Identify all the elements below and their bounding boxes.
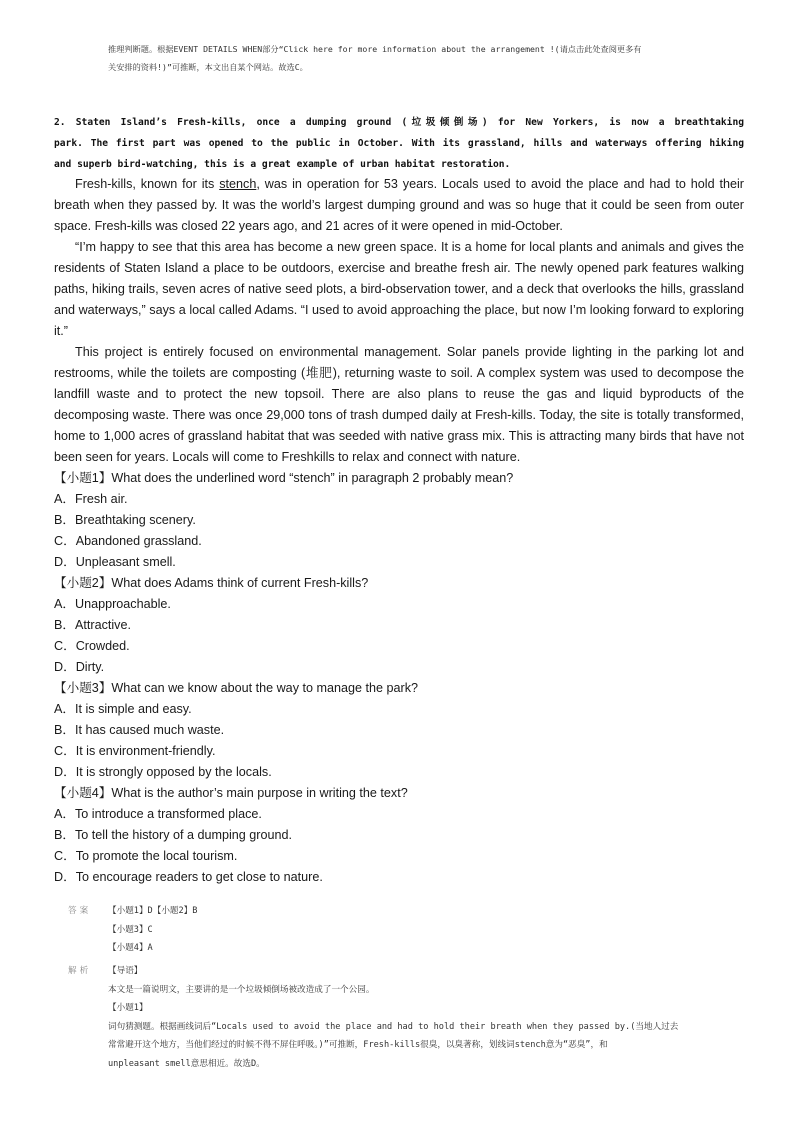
option: B．It has caused much waste.	[54, 723, 225, 737]
note-line: 推理判断题。根据EVENT DETAILS WHEN部分“Click here for more information about the arrangement !(请点击此处查阅更多有	[108, 44, 642, 54]
analysis-line: unpleasant smell意思相近。故选D。	[108, 1058, 265, 1069]
question-stem: 【小题1】What does the underlined word “stench” in paragraph 2 probably mean?	[54, 471, 514, 485]
underlined-word: stench	[219, 177, 257, 191]
option: C．To promote the local tourism.	[54, 849, 238, 863]
analysis-line: 词句猜测题。根据画线词后“Locals used to avoid the place and had to hold their breath when they passed by.(当地人过去	[108, 1021, 679, 1032]
paragraph-2: “I’m happy to see that this area has become a new green space. It is a home for local plants and animals and gives the residents of Staten Island a place to be outdoors, exercise and breathe fresh air. The newly opened park features walking paths, hiking trails, seven acres of native seed plots, a bird-observation tower, and a deck that overlooks the hills, grassland and waterways,” says a local called Adams. “I used to avoid approaching the place, but now I’m looking forward to exploring it.”	[54, 240, 744, 338]
header-line: and superb bird-watching, this is a great example of urban habitat restoration.	[54, 159, 511, 170]
text: Fresh-kills, known for its	[75, 177, 220, 191]
question-stem: 【小题3】What can we know about the way to manage the park?	[54, 681, 419, 695]
analysis-line: 【导语】	[108, 966, 143, 976]
option: B．Attractive.	[54, 618, 131, 632]
analysis-line: 常常避开这个地方，当他们经过的时候不得不屏住呼吸。)”可推断，Fresh-kills很臭，以臭著称，划线词stench意为“恶臭”，和	[108, 1040, 608, 1050]
option: A．To introduce a transformed place.	[54, 807, 262, 821]
note-line: 关安排的资料!)”可推断，本文出自某个网站。故选C。	[108, 62, 308, 72]
text: , was in operation for 53 years. Locals used to avoid the place and had to hold their breath when they passed by. It was the world’s largest dumping ground and was so huge that it could be seen from outer space. Fresh-kills was closed 22 years ago, and 21 acres of it were opened in mid-October.	[54, 177, 744, 233]
option: C．Crowded.	[54, 639, 130, 653]
option: D．Dirty.	[54, 660, 105, 674]
option: D．Unpleasant smell.	[54, 555, 176, 569]
header-line: park. The first part was opened to the public in October. With its grassland, hills and waterways offering hiking	[54, 138, 744, 149]
question-header	[54, 112, 744, 175]
analysis-lines	[108, 962, 740, 1073]
option: D．To encourage readers to get close to nature.	[54, 870, 323, 884]
analysis-line: 本文是一篇说明文，主要讲的是一个垃圾倾倒场被改造成了一个公园。	[108, 984, 375, 995]
option: D．It is strongly opposed by the locals.	[54, 765, 272, 779]
analysis-line: 【小题1】	[108, 1003, 148, 1013]
question-stem: 【小题2】What does Adams think of current Fresh-kills?	[54, 576, 369, 590]
option: A．Fresh air.	[54, 492, 128, 506]
option: A．It is simple and easy.	[54, 702, 192, 716]
option: C．It is environment-friendly.	[54, 744, 216, 758]
answer-line: 【小题4】A	[108, 943, 153, 953]
reading-passage	[54, 174, 744, 468]
option: C．Abandoned grassland.	[54, 534, 202, 548]
answer-label: 答案	[68, 906, 92, 916]
previous-answer-note	[108, 40, 738, 76]
paragraph-1	[54, 174, 744, 237]
answer-line: 【小题3】C	[108, 924, 153, 935]
question-list	[54, 468, 744, 888]
analysis-label: 解析	[68, 966, 92, 976]
question-stem: 【小题4】What is the author’s main purpose in writing the text?	[54, 786, 408, 800]
option: A．Unapproachable.	[54, 597, 171, 611]
answer-lines	[108, 902, 197, 958]
option: B．Breathtaking scenery.	[54, 513, 196, 527]
option: B．To tell the history of a dumping ground.	[54, 828, 293, 842]
paragraph-3: This project is entirely focused on environmental management. Solar panels provide lighting in the parking lot and restrooms, while the toilets are composting (堆肥), returning waste to soil. A complex system was used to decompose the landfill waste and to protect the new topsoil. There are also plans to reuse the gas and liquid byproducts of the decomposing waste. There was once 29,000 tons of trash dumped daily at Fresh-kills. Today, the site is totally transformed, home to 1,000 acres of grassland habitat that was seeded with native grass mix. This is attracting many birds that have not been seen for years. Locals will come to Freshkills to relax and connect with nature.	[54, 345, 744, 464]
header-line: 2. Staten Island’s Fresh-kills, once a dumping ground (垃圾倾倒场) for New Yorkers, is now a breathtaking	[54, 117, 744, 128]
answer-line: 【小题1】D【小题2】B	[108, 906, 198, 916]
